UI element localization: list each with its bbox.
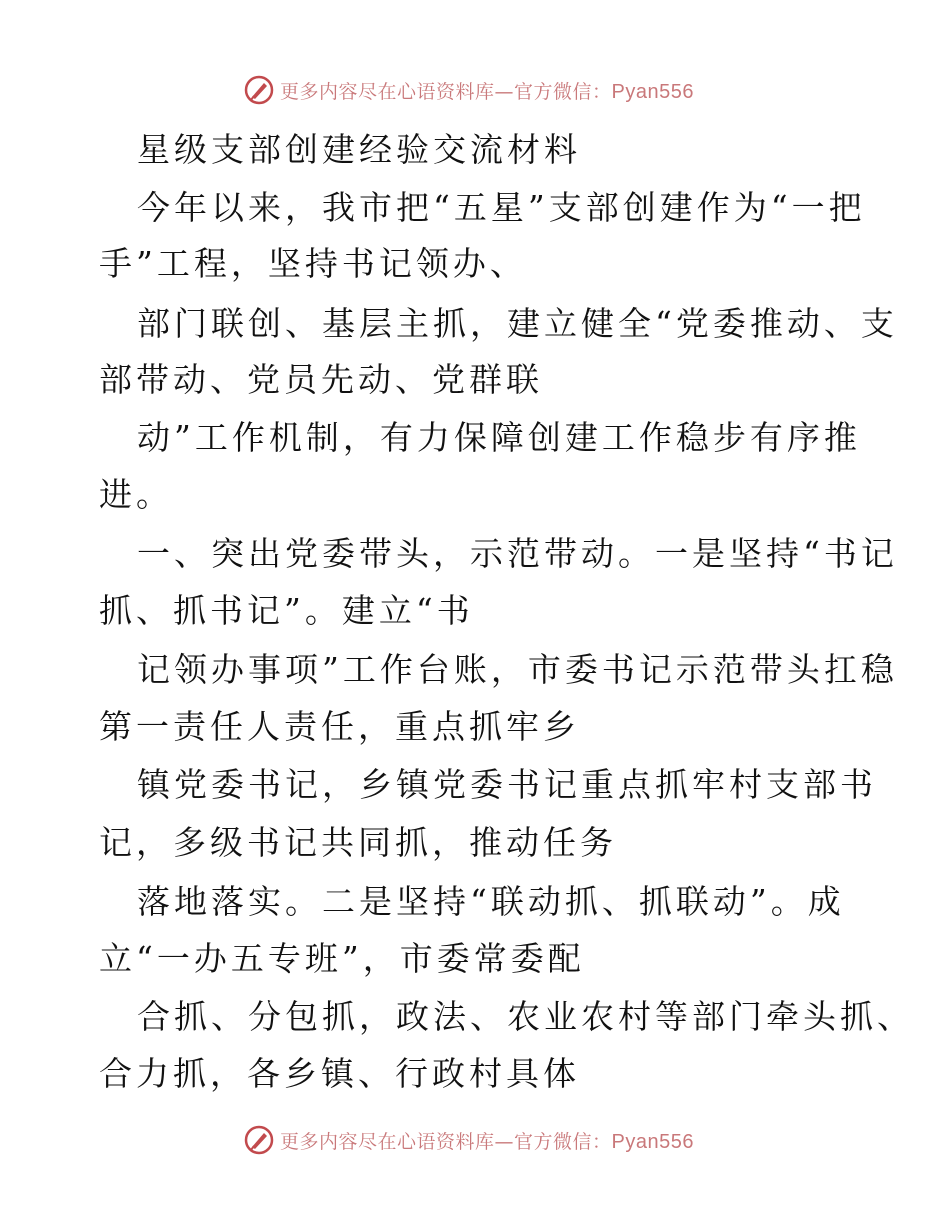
text-line: 一、突出党委带头，示范带动。一是坚持“书记 — [137, 534, 898, 573]
quill-pen-logo-icon — [244, 1125, 274, 1155]
text-line: 部门联创、基层主抓，建立健全“党委推动、支 — [137, 304, 898, 343]
text-line: 动”工作机制，有力保障创建工作稳步有序推 — [137, 418, 861, 457]
text-line: 记，多级书记共同抓，推动任务 — [99, 823, 617, 862]
text-line: 镇党委书记，乡镇党委书记重点抓牢村支部书 — [137, 765, 877, 804]
text-line: 合抓、分包抓，政法、农业农村等部门牵头抓、 — [137, 997, 914, 1036]
header-watermark — [0, 70, 950, 110]
text-line: 今年以来，我市把“五星”支部创建作为“一把 — [137, 188, 866, 227]
text-line: 记领办事项”工作台账，市委书记示范带头扛稳 — [137, 650, 898, 689]
text-line: 部带动、党员先动、党群联 — [99, 360, 543, 399]
document-title: 星级支部创建经验交流材料 — [137, 130, 581, 169]
text-line: 落地落实。二是坚持“联动抓、抓联动”。成 — [137, 882, 845, 921]
text-line: 合力抓，各乡镇、行政村具体 — [99, 1054, 580, 1093]
quill-pen-logo-icon — [244, 75, 274, 105]
watermark-text: 更多内容尽在心语资料库—官方微信：Pyan556 — [280, 80, 694, 103]
watermark-text: 更多内容尽在心语资料库—官方微信：Pyan556 — [280, 1130, 694, 1153]
text-line: 抓、抓书记”。建立“书 — [99, 591, 474, 630]
text-line: 立“一办五专班”，市委常委配 — [99, 939, 585, 978]
text-line: 手”工程，坚持书记领办、 — [99, 244, 527, 283]
text-line: 进。 — [99, 475, 173, 514]
footer-watermark — [0, 1120, 950, 1160]
text-line: 第一责任人责任，重点抓牢乡 — [99, 707, 580, 746]
